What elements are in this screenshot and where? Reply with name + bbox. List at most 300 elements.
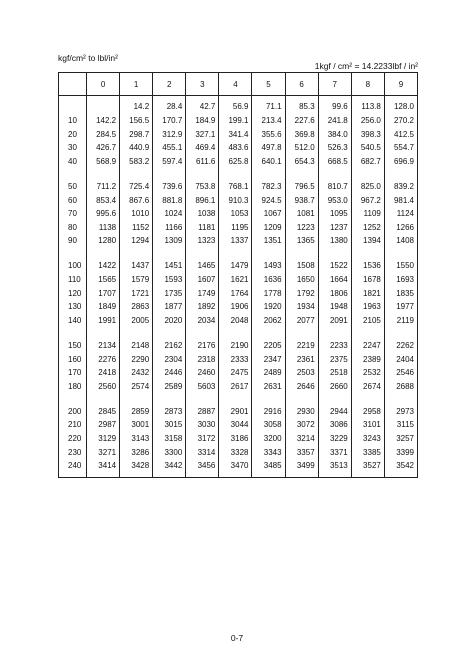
value-cell: 3158 xyxy=(153,432,186,446)
value-cell: 2873 xyxy=(153,404,186,418)
value-cell: 2944 xyxy=(318,404,351,418)
value-cell: 2916 xyxy=(252,404,285,418)
value-cell: 1181 xyxy=(186,221,219,235)
table-row xyxy=(59,234,418,248)
value-cell: 1493 xyxy=(252,259,285,273)
value-cell: 1166 xyxy=(153,221,186,235)
value-cell: 2631 xyxy=(252,379,285,393)
group-separator-row xyxy=(59,327,418,338)
value-cell: 99.6 xyxy=(318,100,351,114)
group-separator-row xyxy=(59,168,418,179)
row-label-cell: 230 xyxy=(68,447,82,457)
value-cell: 753.8 xyxy=(186,180,219,194)
value-cell: 768.1 xyxy=(219,180,252,194)
value-cell: 2475 xyxy=(219,366,252,380)
value-cell: 2901 xyxy=(219,404,252,418)
row-label-cell: 80 xyxy=(68,222,77,232)
table-row xyxy=(59,193,418,207)
value-cell: 1380 xyxy=(318,234,351,248)
table-row xyxy=(59,180,418,194)
column-header-9: 9 xyxy=(384,73,417,96)
value-cell: 796.5 xyxy=(285,180,318,194)
value-cell: 540.5 xyxy=(351,141,384,155)
column-header-0: 0 xyxy=(87,73,120,96)
value-cell: 2460 xyxy=(186,366,219,380)
value-cell: 3470 xyxy=(219,459,252,473)
value-cell: 241.8 xyxy=(318,114,351,128)
value-cell: 341.4 xyxy=(219,127,252,141)
value-cell: 1252 xyxy=(351,221,384,235)
value-cell: 1977 xyxy=(384,300,417,314)
value-cell: 1465 xyxy=(186,259,219,273)
bottom-padding-row xyxy=(59,473,418,478)
value-cell: 398.3 xyxy=(351,127,384,141)
value-cell: 2148 xyxy=(120,339,153,353)
value-cell: 284.5 xyxy=(87,127,120,141)
value-cell: 2503 xyxy=(285,366,318,380)
value-cell: 3143 xyxy=(120,432,153,446)
value-cell: 2418 xyxy=(87,366,120,380)
value-cell: 1266 xyxy=(384,221,417,235)
value-cell: 1593 xyxy=(153,273,186,287)
value-cell: 526.3 xyxy=(318,141,351,155)
value-cell: 3058 xyxy=(252,418,285,432)
value-cell: 2589 xyxy=(153,379,186,393)
value-cell: 2276 xyxy=(87,352,120,366)
corner-header-cell xyxy=(59,73,87,96)
value-cell: 1451 xyxy=(153,259,186,273)
value-cell: 2162 xyxy=(153,339,186,353)
value-cell: 2105 xyxy=(351,314,384,328)
value-cell: 2389 xyxy=(351,352,384,366)
value-cell: 2333 xyxy=(219,352,252,366)
value-cell: 355.6 xyxy=(252,127,285,141)
value-cell: 3271 xyxy=(87,445,120,459)
value-cell: 3343 xyxy=(252,445,285,459)
value-cell: 1309 xyxy=(153,234,186,248)
row-label-cell: 100 xyxy=(68,261,82,271)
value-cell: 2134 xyxy=(87,339,120,353)
value-cell: 3328 xyxy=(219,445,252,459)
value-cell: 1010 xyxy=(120,207,153,221)
value-cell: 2375 xyxy=(318,352,351,366)
value-cell: 711.2 xyxy=(87,180,120,194)
value-cell: 2361 xyxy=(285,352,318,366)
value-cell: 1351 xyxy=(252,234,285,248)
value-cell: 1536 xyxy=(351,259,384,273)
value-cell: 298.7 xyxy=(120,127,153,141)
value-cell: 3257 xyxy=(384,432,417,446)
value-cell: 725.4 xyxy=(120,180,153,194)
value-cell: 1764 xyxy=(219,286,252,300)
value-cell: 1365 xyxy=(285,234,318,248)
value-cell: 1565 xyxy=(87,273,120,287)
value-cell: 1508 xyxy=(285,259,318,273)
value-cell: 3072 xyxy=(285,418,318,432)
table-row xyxy=(59,459,418,473)
value-cell: 1991 xyxy=(87,314,120,328)
value-cell: 1920 xyxy=(252,300,285,314)
value-cell: 554.7 xyxy=(384,141,417,155)
value-cell: 640.1 xyxy=(252,155,285,169)
value-cell: 682.7 xyxy=(351,155,384,169)
value-cell: 1095 xyxy=(318,207,351,221)
value-cell: 2077 xyxy=(285,314,318,328)
value-cell: 2190 xyxy=(219,339,252,353)
value-cell: 696.9 xyxy=(384,155,417,169)
value-cell: 3428 xyxy=(120,459,153,473)
column-header-1: 1 xyxy=(120,73,153,96)
row-label-cell: 40 xyxy=(68,156,77,166)
value-cell: 2048 xyxy=(219,314,252,328)
value-cell: 1479 xyxy=(219,259,252,273)
row-label-cell: 220 xyxy=(68,434,82,443)
value-cell: 853.4 xyxy=(87,193,120,207)
row-label-cell: 140 xyxy=(68,315,82,325)
value-cell: 2617 xyxy=(219,379,252,393)
value-cell: 1081 xyxy=(285,207,318,221)
value-cell: 256.0 xyxy=(351,114,384,128)
table-row xyxy=(59,339,418,353)
value-cell: 1678 xyxy=(351,273,384,287)
table-row xyxy=(59,404,418,418)
value-cell: 3542 xyxy=(384,459,417,473)
value-cell: 170.7 xyxy=(153,114,186,128)
value-cell: 2347 xyxy=(252,352,285,366)
value-cell: 2091 xyxy=(318,314,351,328)
value-cell: 1237 xyxy=(318,221,351,235)
value-cell: 2958 xyxy=(351,404,384,418)
value-cell: 113.8 xyxy=(351,100,384,114)
value-cell: 1821 xyxy=(351,286,384,300)
value-cell: 3499 xyxy=(285,459,318,473)
group-separator-row xyxy=(59,393,418,404)
value-cell: 327.1 xyxy=(186,127,219,141)
value-cell: 3527 xyxy=(351,459,384,473)
row-label-cell: 130 xyxy=(68,302,82,312)
value-cell: 739.6 xyxy=(153,180,186,194)
value-cell: 568.9 xyxy=(87,155,120,169)
row-label-cell: 60 xyxy=(68,195,77,205)
value-cell: 1621 xyxy=(219,273,252,287)
value-cell: 867.6 xyxy=(120,193,153,207)
value-cell: 1806 xyxy=(318,286,351,300)
table-row xyxy=(59,314,418,328)
value-cell: 2304 xyxy=(153,352,186,366)
table-row xyxy=(59,207,418,221)
table-row xyxy=(59,127,418,141)
value-cell: 3399 xyxy=(384,445,417,459)
value-cell: 1038 xyxy=(186,207,219,221)
value-cell: 5603 xyxy=(186,379,219,393)
value-cell: 1522 xyxy=(318,259,351,273)
value-cell: 1892 xyxy=(186,300,219,314)
value-cell: 2845 xyxy=(87,404,120,418)
value-cell: 312.9 xyxy=(153,127,186,141)
row-label-cell: 180 xyxy=(68,381,82,391)
value-cell: 1223 xyxy=(285,221,318,235)
value-cell: 1109 xyxy=(351,207,384,221)
value-cell: 2560 xyxy=(87,379,120,393)
value-cell: 455.1 xyxy=(153,141,186,155)
value-cell: 3001 xyxy=(120,418,153,432)
row-label-cell: 20 xyxy=(68,129,77,139)
value-cell: 1408 xyxy=(384,234,417,248)
value-cell: 1394 xyxy=(351,234,384,248)
value-cell: 2863 xyxy=(120,300,153,314)
value-cell: 1337 xyxy=(219,234,252,248)
value-cell: 2859 xyxy=(120,404,153,418)
value-cell: 28.4 xyxy=(153,100,186,114)
value-cell: 213.4 xyxy=(252,114,285,128)
value-cell: 3414 xyxy=(87,459,120,473)
table-row xyxy=(59,114,418,128)
page-number: 0-7 xyxy=(230,633,244,643)
row-label-cell: 200 xyxy=(68,406,82,416)
value-cell: 2446 xyxy=(153,366,186,380)
value-cell: 3385 xyxy=(351,445,384,459)
value-cell: 611.6 xyxy=(186,155,219,169)
value-cell: 1792 xyxy=(285,286,318,300)
value-cell: 1024 xyxy=(153,207,186,221)
value-cell: 1422 xyxy=(87,259,120,273)
value-cell: 597.4 xyxy=(153,155,186,169)
value-cell: 483.6 xyxy=(219,141,252,155)
table-row xyxy=(59,300,418,314)
value-cell: 2546 xyxy=(384,366,417,380)
value-cell: 156.5 xyxy=(120,114,153,128)
column-header-6: 6 xyxy=(285,73,318,96)
value-cell: 426.7 xyxy=(87,141,120,155)
table-body xyxy=(59,96,418,478)
row-label-cell: 210 xyxy=(68,420,82,430)
value-cell: 953.0 xyxy=(318,193,351,207)
value-cell: 2290 xyxy=(120,352,153,366)
value-cell: 369.8 xyxy=(285,127,318,141)
value-cell: 825.0 xyxy=(351,180,384,194)
value-cell: 995.6 xyxy=(87,207,120,221)
value-cell: 1664 xyxy=(318,273,351,287)
value-cell: 2987 xyxy=(87,418,120,432)
value-cell: 1195 xyxy=(219,221,252,235)
value-cell: 2005 xyxy=(120,314,153,328)
value-cell: 1906 xyxy=(219,300,252,314)
value-cell: 2233 xyxy=(318,339,351,353)
value-cell: 1138 xyxy=(87,221,120,235)
value-cell: 3186 xyxy=(219,432,252,446)
value-cell: 3044 xyxy=(219,418,252,432)
table-row xyxy=(59,286,418,300)
value-cell: 924.5 xyxy=(252,193,285,207)
value-cell: 2062 xyxy=(252,314,285,328)
value-cell: 3371 xyxy=(318,445,351,459)
column-header-7: 7 xyxy=(318,73,351,96)
column-header-4: 4 xyxy=(219,73,252,96)
value-cell: 497.8 xyxy=(252,141,285,155)
value-cell: 3485 xyxy=(252,459,285,473)
row-label-cell: 50 xyxy=(68,181,77,191)
value-cell: 782.3 xyxy=(252,180,285,194)
value-cell: 2247 xyxy=(351,339,384,353)
value-cell: 1323 xyxy=(186,234,219,248)
value-cell: 1948 xyxy=(318,300,351,314)
value-cell: 42.7 xyxy=(186,100,219,114)
row-label-cell xyxy=(59,100,87,114)
value-cell: 3442 xyxy=(153,459,186,473)
value-cell: 3456 xyxy=(186,459,219,473)
value-cell: 2489 xyxy=(252,366,285,380)
value-cell: 839.2 xyxy=(384,180,417,194)
value-cell: 1579 xyxy=(120,273,153,287)
column-header-8: 8 xyxy=(351,73,384,96)
value-cell: 199.1 xyxy=(219,114,252,128)
value-cell: 3357 xyxy=(285,445,318,459)
value-cell: 1749 xyxy=(186,286,219,300)
column-header-2: 2 xyxy=(153,73,186,96)
row-label-cell: 10 xyxy=(68,116,77,126)
table-row xyxy=(59,273,418,287)
value-cell: 1693 xyxy=(384,273,417,287)
value-cell xyxy=(87,100,120,114)
conversion-table xyxy=(58,72,418,478)
row-label-cell: 150 xyxy=(68,340,82,350)
value-cell: 3172 xyxy=(186,432,219,446)
value-cell: 1053 xyxy=(219,207,252,221)
row-label-cell: 160 xyxy=(68,354,82,364)
row-label-cell: 120 xyxy=(68,288,82,298)
value-cell: 512.0 xyxy=(285,141,318,155)
table-header-row xyxy=(59,73,418,96)
table-unit-caption: kgf/cm² to lbl/in² xyxy=(58,53,118,63)
table-row xyxy=(59,352,418,366)
value-cell: 583.2 xyxy=(120,155,153,169)
value-cell: 3015 xyxy=(153,418,186,432)
value-cell: 3286 xyxy=(120,445,153,459)
value-cell: 2646 xyxy=(285,379,318,393)
value-cell: 2660 xyxy=(318,379,351,393)
value-cell: 1294 xyxy=(120,234,153,248)
value-cell: 1849 xyxy=(87,300,120,314)
value-cell: 625.8 xyxy=(219,155,252,169)
table-row xyxy=(59,445,418,459)
value-cell: 654.3 xyxy=(285,155,318,169)
value-cell: 2973 xyxy=(384,404,417,418)
value-cell: 1735 xyxy=(153,286,186,300)
row-label-cell: 170 xyxy=(68,368,82,378)
value-cell: 2930 xyxy=(285,404,318,418)
value-cell: 2688 xyxy=(384,379,417,393)
value-cell: 1877 xyxy=(153,300,186,314)
value-cell: 2318 xyxy=(186,352,219,366)
column-header-5: 5 xyxy=(252,73,285,96)
value-cell: 2432 xyxy=(120,366,153,380)
value-cell: 2404 xyxy=(384,352,417,366)
value-cell: 1650 xyxy=(285,273,318,287)
value-cell: 2020 xyxy=(153,314,186,328)
value-cell: 56.9 xyxy=(219,100,252,114)
row-label-cell: 70 xyxy=(68,209,77,219)
value-cell: 2518 xyxy=(318,366,351,380)
value-cell: 184.9 xyxy=(186,114,219,128)
value-cell: 981.4 xyxy=(384,193,417,207)
value-cell: 1550 xyxy=(384,259,417,273)
value-cell: 1437 xyxy=(120,259,153,273)
value-cell: 2532 xyxy=(351,366,384,380)
value-cell: 3513 xyxy=(318,459,351,473)
value-cell: 3101 xyxy=(351,418,384,432)
value-cell: 1067 xyxy=(252,207,285,221)
table-row xyxy=(59,141,418,155)
value-cell: 2034 xyxy=(186,314,219,328)
value-cell: 668.5 xyxy=(318,155,351,169)
value-cell: 1707 xyxy=(87,286,120,300)
row-label-cell: 30 xyxy=(68,143,77,153)
value-cell: 1778 xyxy=(252,286,285,300)
row-label-cell: 110 xyxy=(68,275,81,285)
value-cell: 14.2 xyxy=(120,100,153,114)
table-row xyxy=(59,418,418,432)
value-cell: 3214 xyxy=(285,432,318,446)
table-row xyxy=(59,259,418,273)
value-cell: 1280 xyxy=(87,234,120,248)
value-cell: 2262 xyxy=(384,339,417,353)
value-cell: 85.3 xyxy=(285,100,318,114)
value-cell: 1934 xyxy=(285,300,318,314)
value-cell: 2674 xyxy=(351,379,384,393)
value-cell: 1152 xyxy=(120,221,153,235)
value-cell: 1636 xyxy=(252,273,285,287)
conversion-factor-note: 1kgf / cm² = 14.2233lbf / in² xyxy=(314,61,418,71)
value-cell: 3314 xyxy=(186,445,219,459)
table-row xyxy=(59,221,418,235)
row-label-cell: 90 xyxy=(68,236,77,246)
value-cell: 440.9 xyxy=(120,141,153,155)
value-cell: 896.1 xyxy=(186,193,219,207)
value-cell: 2205 xyxy=(252,339,285,353)
value-cell: 1607 xyxy=(186,273,219,287)
table-row xyxy=(59,155,418,169)
value-cell: 3243 xyxy=(351,432,384,446)
value-cell: 227.6 xyxy=(285,114,318,128)
value-cell: 128.0 xyxy=(384,100,417,114)
group-separator-row xyxy=(59,248,418,259)
value-cell: 938.7 xyxy=(285,193,318,207)
table-row xyxy=(59,432,418,446)
value-cell: 3086 xyxy=(318,418,351,432)
value-cell: 2887 xyxy=(186,404,219,418)
value-cell: 3030 xyxy=(186,418,219,432)
value-cell: 3229 xyxy=(318,432,351,446)
value-cell: 1721 xyxy=(120,286,153,300)
value-cell: 3115 xyxy=(384,418,417,432)
value-cell: 2574 xyxy=(120,379,153,393)
column-header-3: 3 xyxy=(186,73,219,96)
value-cell: 2176 xyxy=(186,339,219,353)
value-cell: 384.0 xyxy=(318,127,351,141)
value-cell: 881.8 xyxy=(153,193,186,207)
value-cell: 910.3 xyxy=(219,193,252,207)
value-cell: 3129 xyxy=(87,432,120,446)
value-cell: 1124 xyxy=(384,207,417,221)
value-cell: 3200 xyxy=(252,432,285,446)
table-row xyxy=(59,366,418,380)
value-cell: 71.1 xyxy=(252,100,285,114)
value-cell: 967.2 xyxy=(351,193,384,207)
value-cell: 469.4 xyxy=(186,141,219,155)
value-cell: 810.7 xyxy=(318,180,351,194)
value-cell: 1835 xyxy=(384,286,417,300)
value-cell: 3300 xyxy=(153,445,186,459)
